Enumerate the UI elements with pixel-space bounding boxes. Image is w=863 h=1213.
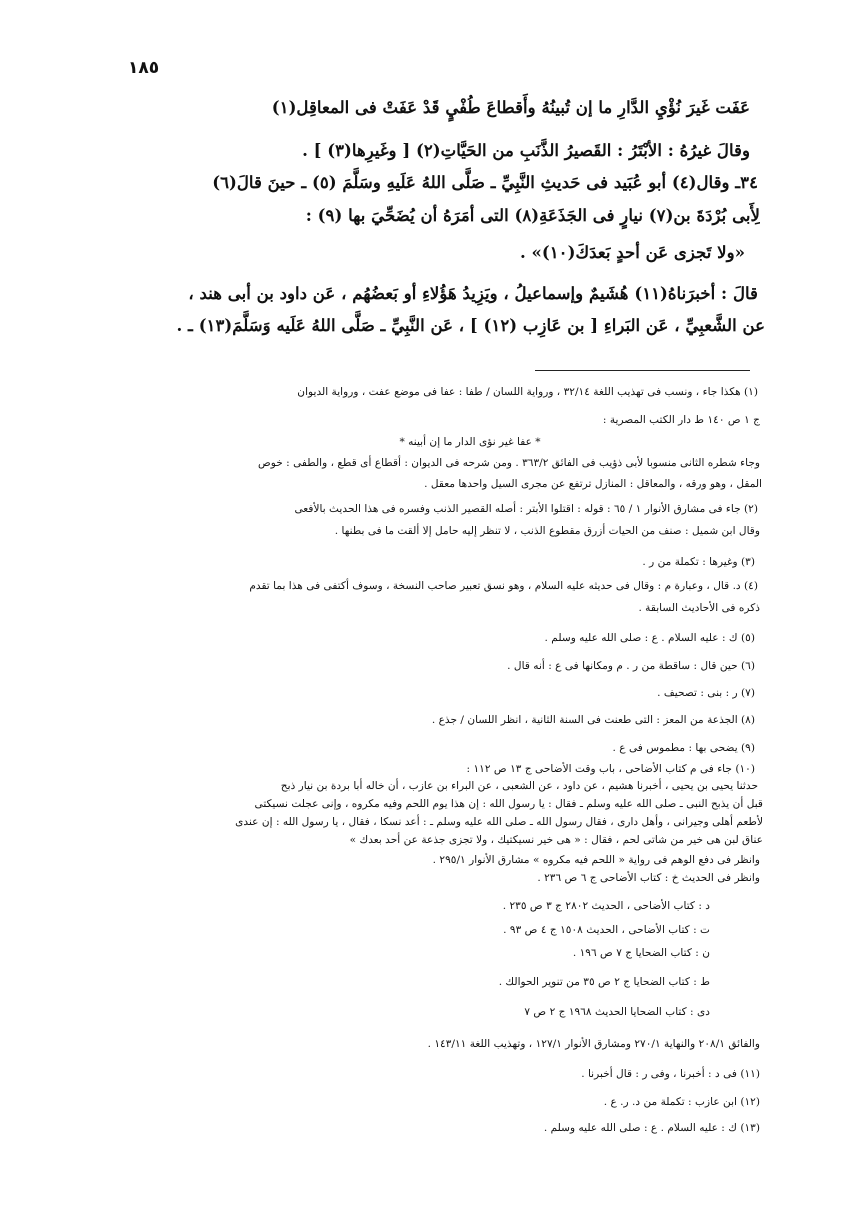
footnote-line: (٤) د. قال ، وعبارة م : وقال فى حديثه عليه السلام ، وهو نسق تعبير صاحب النسخة ، وسوف أكتفى فى هذا بما تقدم (249, 580, 758, 592)
footnote-line: المقل ، وهو ورقه ، والمعاقل : المنازل ترتفع عن مجرى السيل واحدها معقل . (424, 478, 762, 490)
page-number: ١٨٥ (128, 58, 160, 78)
footnote-line: ط : كتاب الضحايا ج ٢ ص ٣٥ من تنوير الحوالك . (498, 976, 710, 988)
footnote-line: حدثنا يحيى بن يحيى ، أخبرنا هشيم ، عن داود ، عن الشعبى ، عن البراء بن عازب ، أن خاله أبا بردة بن نيار ذبح (280, 780, 758, 792)
footnote-line: (٣) وغيرها : تكملة من ر . (642, 556, 755, 568)
footnote-line: وجاء شطره الثانى منسوبا لأبى ذؤيب فى الفائق ٣٦٣/٢ . ومن شرحه فى الديوان : أقطاع أى قطع ، والطفى : خوص (257, 457, 760, 469)
main-text-line: وقالَ غيرُهُ : الأبْتَرُ : القَصيرُ الذَّنَبِ من الحَيَّاتِ(٢) [ وغَيرِها(٣) ] . (302, 140, 750, 160)
footnote-verse: * عفا غير نؤى الدار ما إن أبينه * (399, 436, 541, 448)
footnote-line: ت : كتاب الأضاحى ، الحديث ١٥٠٨ ج ٤ ص ٩٣ . (503, 924, 710, 936)
footnote-line: وانظر فى الحديث خ : كتاب الأضاحى ج ٦ ص ٢٣٦ . (537, 872, 760, 884)
footnote-line: (٦) حين قال : ساقطة من ر . م ومكانها فى ع : أنه قال . (507, 660, 755, 672)
footnote-line: وانظر فى دفع الوهم فى رواية « اللحم فيه مكروه » مشارق الأنوار ٢٩٥/١ . (432, 854, 760, 866)
footnote-line: (١١) فى د : أخبرنا ، وفى ر : قال أخبرنا . (581, 1068, 760, 1080)
footnote-line: ذكره فى الأحاديث السابقة . (638, 602, 760, 614)
footnote-line: (١٣) ك : عليه السلام . ع : صلى الله عليه وسلم . (543, 1122, 760, 1134)
isnad-line: قالَ : أخبرَناهُ(١١) هُشَيمٌ وإسماعيلُ ، ويَزِيدُ هَؤُلاءِ أو بَعضُهُم ، عَن داود بن أبى هند ، (188, 283, 758, 303)
footnote-separator (535, 370, 750, 371)
footnote-line: د : كتاب الأضاحى ، الحديث ٢٨٠٢ ج ٣ ص ٢٣٥ . (502, 900, 710, 912)
hadith-heading-line: ٣٤ـ وقال(٤) أبو عُبَيد فى حَديثِ النَّبِيِّ ـ صَلَّى اللهُ عَلَيهِ وسَلَّمَ (٥) ـ حينَ قالَ(٦) (212, 172, 758, 192)
verse-line: عَفَت غَيرَ نُؤْيِ الدَّارِ ما إن تُبينُهُ وأَقطاعَ طُفْيٍ قَدْ عَفَتْ فى المعاقِل(١) (271, 97, 750, 117)
footnote-line: (٢) جاء فى مشارق الأنوار ١ / ٦٥ : قوله : اقتلوا الأبتر : أصله القصير الذنب وفسره فى هذا الحديث بالأفعى (294, 503, 758, 515)
footnote-line: (١) هكذا جاء ، ونسب فى تهذيب اللغة ٣٢/١٤ ، ورواية اللسان / طفا : عفا فى موضع عفت ، ورواية الديوان (297, 386, 758, 398)
footnote-line: (٨) الجذعة من المعز : التى طعنت فى السنة الثانية ، انظر اللسان / جذع . (431, 714, 755, 726)
footnote-line: (١٠) جاء فى م كتاب الأضاحى ، باب وقت الأضاحى ج ١٣ ص ١١٢ : (466, 763, 755, 775)
main-text-line: لِأَبى بُرْدَةَ بن(٧) نيارٍ فى الجَذَعَةِ(٨) التى أمَرَهُ أن يُضَحِّيَ بها (٩) : (305, 205, 760, 225)
footnote-line: قبل أن يذبح النبى ـ صلى الله عليه وسلم ـ فقال : يا رسول الله : إن هذا يوم اللحم وفيه مكروه ، وإنى عجلت نسيكتى (254, 798, 763, 810)
footnote-line: والفائق ٢٠٨/١ والنهاية ٢٧٠/١ ومشارق الأنوار ١٢٧/١ ، وتهذيب اللغة ١٤٣/١١ . (427, 1038, 760, 1050)
footnote-line: (١٢) ابن عازب : تكملة من د. ر. ع . (603, 1096, 760, 1108)
isnad-line: عن الشَّعبِيِّ ، عَن البَراءِ [ بن عَازِب (١٢) ] ، عَن النَّبِيِّ ـ صَلَّى اللهُ عَلَيه وَسَلَّمَ(١٣) ـ . (176, 315, 765, 335)
footnote-line: عناق لبن هى خير من شاتى لحم ، فقال : « هى خير نسيكتيك ، ولا تجزى جذعة عن أحد بعدك » (349, 834, 763, 846)
footnote-line: ج ١ ص ١٤٠ ط دار الكتب المصرية : (602, 414, 760, 426)
footnote-line: (٥) ك : عليه السلام . ع : صلى الله عليه وسلم . (544, 632, 755, 644)
footnote-line: دى : كتاب الضحايا الحديث ١٩٦٨ ج ٢ ص ٧ (524, 1006, 710, 1018)
footnote-line: وقال ابن شميل : صنف من الحيات أزرق مقطوع الذنب ، لا تنظر إليه حامل إلا ألقت ما فى بطنها . (334, 525, 760, 537)
footnote-line: (٩) يضحى بها : مطموس فى ع . (612, 742, 755, 754)
footnote-line: (٧) ر : بنى : تصحيف . (657, 687, 755, 699)
footnote-line: لأطعم أهلى وجيرانى ، وأهل دارى ، فقال رسول الله ـ صلى الله عليه وسلم ـ : أعد نسكا ، فقال ، يا رسول الله : إن عندى (235, 816, 763, 828)
footnote-line: ن : كتاب الضحايا ج ٧ ص ١٩٦ . (572, 947, 710, 959)
hadith-quote-line: «ولا تَجزى عَن أحدٍ بَعدَكَ(١٠)» . (519, 242, 745, 262)
